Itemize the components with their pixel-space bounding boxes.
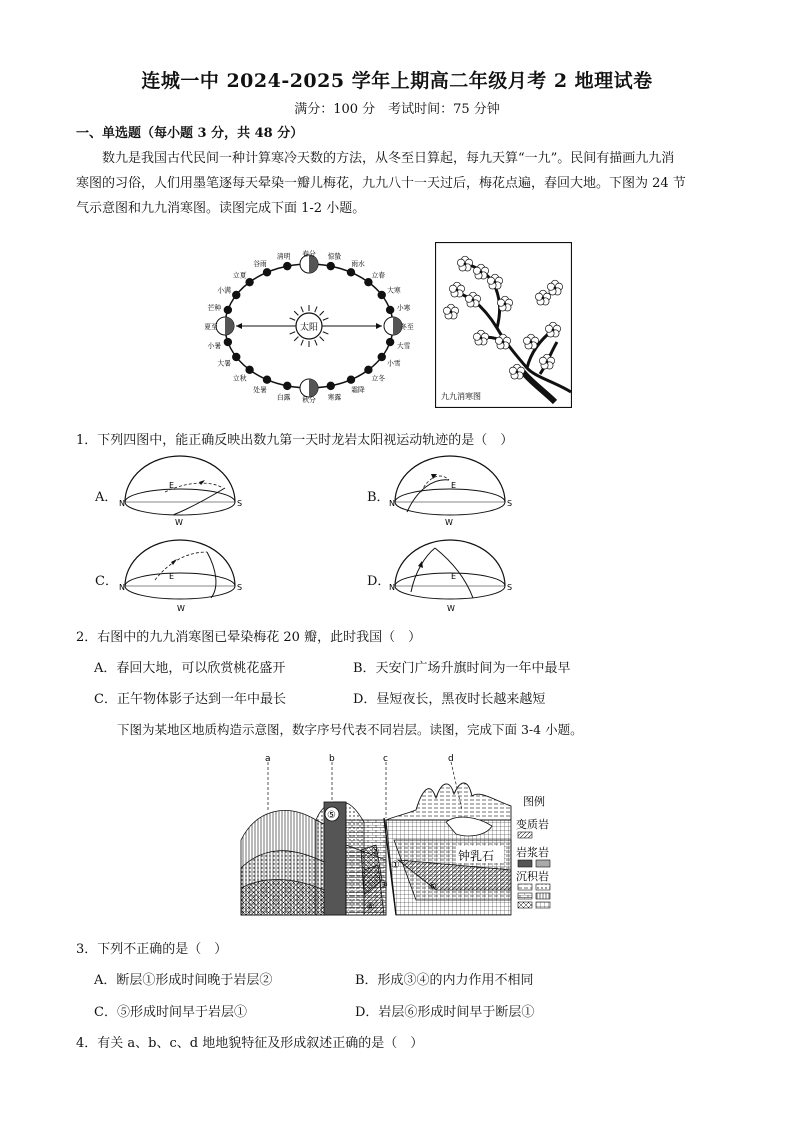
question-2-stem: 2．右图中的九九消寒图已晕染梅花 20 瓣，此时我国（ ） xyxy=(76,630,422,645)
solar-term-label: 白露 xyxy=(276,393,291,402)
question-3-stem: 3．下列不正确的是（ ） xyxy=(76,942,228,957)
solar-term-label: 大雪 xyxy=(396,341,411,350)
sun-label: 太阳 xyxy=(299,323,319,333)
south-label: S xyxy=(237,583,243,592)
earth-shadow-icon xyxy=(309,379,318,397)
q3-option-b[interactable]: B．形成③④的内力作用不相同 xyxy=(355,973,534,988)
solar-term-label: 冬至 xyxy=(400,323,414,331)
solar-term-label: 夏至 xyxy=(204,323,218,331)
layer-5-label: ⑤ xyxy=(327,810,336,821)
legend-title: 图例 xyxy=(523,795,545,808)
solar-term-label: 立夏 xyxy=(232,271,247,280)
north-label: N xyxy=(389,583,395,592)
solar-term-label: 寒露 xyxy=(327,393,342,402)
intro-paragraph xyxy=(76,146,726,221)
solar-term-label: 雨水 xyxy=(351,259,365,268)
east-label: E xyxy=(451,481,457,490)
west-label: W xyxy=(177,604,185,613)
section-heading: 一、单选题（每小题 3 分，共 48 分） xyxy=(76,126,304,141)
legend-metamorphic: 变质岩 xyxy=(516,818,549,831)
orbit-dot xyxy=(386,338,394,346)
orbit-dot xyxy=(245,278,253,286)
solar-term-label: 秋分 xyxy=(302,396,316,404)
west-label: W xyxy=(175,518,183,527)
orbit-dot xyxy=(327,262,335,270)
solar-term-label: 芒种 xyxy=(207,304,222,313)
orbit-dot xyxy=(263,268,271,276)
q3-option-d[interactable]: D．岩层⑥形成时间早于断层① xyxy=(355,1005,535,1020)
plum-chart-caption: 九九消寒图 xyxy=(441,392,481,401)
q1-option-c-letter[interactable]: C． xyxy=(95,574,118,589)
solar-term-label: 处暑 xyxy=(253,386,267,395)
south-label: S xyxy=(237,499,243,508)
q2-option-c[interactable]: C．正午物体影子达到一年中最长 xyxy=(94,692,286,707)
q1-option-c-diagram[interactable] xyxy=(115,536,245,614)
q1-option-b-diagram[interactable] xyxy=(385,452,515,528)
orbit-dot xyxy=(224,306,232,314)
orbit-dot xyxy=(327,382,335,390)
solar-terms-diagram xyxy=(196,240,422,410)
orbit-dot xyxy=(347,375,355,383)
earth-shadow-icon xyxy=(225,317,234,335)
solar-term-label: 立秋 xyxy=(232,374,247,383)
solar-term-label: 大寒 xyxy=(387,286,401,295)
intro-line-1: 数九是我国古代民间一种计算寒冷天数的方法，从冬至日算起，每九天算“一九”。民间有描画九九消 xyxy=(102,151,675,166)
orbit-dot xyxy=(232,353,240,361)
q3-option-a[interactable]: A．断层①形成时间晚于岩层② xyxy=(94,973,273,988)
solar-term-label: 惊蛰 xyxy=(327,252,342,261)
q2-option-d[interactable]: D．昼短夜长，黑夜时长越来越短 xyxy=(353,692,546,707)
layer-2-label: ② xyxy=(371,847,380,858)
intro-line-2: 寒图的习俗，人们用墨笔逐每天晕染一瓣儿梅花，九九八十一天过后，梅花点遍，春回大地。下图为 24 节 xyxy=(76,176,686,191)
solar-term-label: 霜降 xyxy=(351,386,365,395)
orbit-dot xyxy=(386,306,394,314)
layer-1-label: ① xyxy=(391,860,400,871)
solar-term-label: 小满 xyxy=(217,286,231,295)
west-label: W xyxy=(447,604,455,613)
solar-term-label: 小寒 xyxy=(396,304,411,313)
label-b: b xyxy=(329,754,335,764)
solar-term-label: 立春 xyxy=(371,271,386,280)
question-1-stem: 1．下列四图中，能正确反映出数九第一天时龙岩太阳视运动轨迹的是（ ） xyxy=(76,433,514,448)
east-label: E xyxy=(169,481,175,490)
legend-sedimentary: 沉积岩 xyxy=(516,870,549,883)
legend-igneous: 岩浆岩 xyxy=(516,846,549,859)
north-label: N xyxy=(389,499,395,508)
geology-diagram xyxy=(236,750,566,920)
east-label: E xyxy=(451,572,457,581)
label-a: a xyxy=(265,754,271,764)
label-d: d xyxy=(448,754,454,764)
solar-term-label: 清明 xyxy=(276,252,291,261)
orbit-dot xyxy=(364,366,372,374)
q2-option-a[interactable]: A．春回大地，可以欣赏桃花盛开 xyxy=(94,661,286,676)
solar-term-label: 小雪 xyxy=(387,359,401,368)
q3-option-c[interactable]: C．⑤形成时间早于岩层① xyxy=(94,1005,247,1020)
q1-option-b-letter[interactable]: B． xyxy=(367,490,390,505)
layer-3-label: ③ xyxy=(379,880,388,891)
orbit-dot xyxy=(283,382,291,390)
q1-option-a-diagram[interactable] xyxy=(115,452,245,528)
geology-intro: 下图为某地区地质构造示意图，数字序号代表不同岩层。读图，完成下面 3-4 小题。 xyxy=(117,722,583,737)
south-label: S xyxy=(507,499,513,508)
orbit-dot xyxy=(232,291,240,299)
intro-line-3: 气示意图和九九消寒图。读图完成下面 1-2 小题。 xyxy=(76,201,366,216)
q1-option-a-letter[interactable]: A． xyxy=(95,490,118,505)
solar-term-label: 春分 xyxy=(302,250,316,258)
exam-subtitle: 满分：100 分 考试时间：75 分钟 xyxy=(294,102,500,117)
solar-term-label: 谷雨 xyxy=(253,259,267,268)
stalactite-label: 钟乳石 xyxy=(458,849,495,863)
south-label: S xyxy=(507,583,513,592)
orbit-dot xyxy=(378,291,386,299)
plum-blossom-chart xyxy=(435,242,572,408)
layer-6-label: ⑥ xyxy=(428,882,437,893)
label-c: c xyxy=(383,754,388,764)
q2-option-b[interactable]: B．天安门广场升旗时间为一年中最早 xyxy=(353,661,571,676)
solar-term-label: 立冬 xyxy=(371,374,386,383)
orbit-dot xyxy=(263,375,271,383)
orbit-dot xyxy=(245,366,253,374)
exam-title: 连城一中 2024-2025 学年上期高二年级月考 2 地理试卷 xyxy=(141,70,653,92)
north-label: N xyxy=(119,583,125,592)
solar-term-label: 小暑 xyxy=(207,341,222,350)
north-label: N xyxy=(119,499,125,508)
q1-option-d-diagram[interactable] xyxy=(385,536,515,614)
orbit-dot xyxy=(283,262,291,270)
question-4-stem: 4．有关 a、b、c、d 地地貌特征及形成叙述正确的是（ ） xyxy=(76,1036,424,1051)
west-label: W xyxy=(445,518,453,527)
orbit-dot xyxy=(224,338,232,346)
east-label: E xyxy=(169,572,175,581)
orbit-dot xyxy=(378,353,386,361)
solar-term-label: 大暑 xyxy=(217,359,231,368)
q1-option-d-letter[interactable]: D． xyxy=(367,574,391,589)
layer-4-label: ④ xyxy=(366,902,375,913)
orbit-dot xyxy=(347,268,355,276)
